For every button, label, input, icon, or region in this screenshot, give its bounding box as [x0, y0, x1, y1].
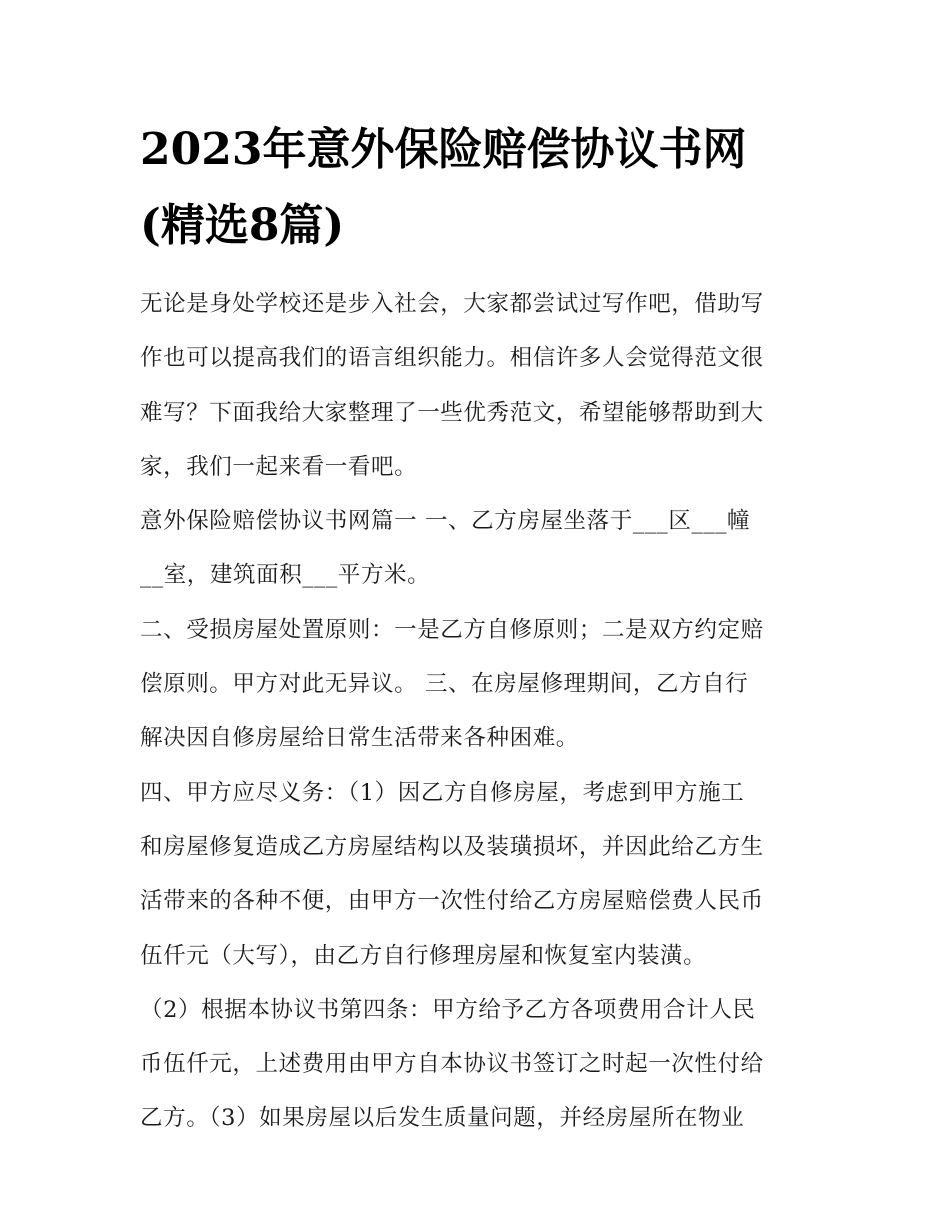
body-line: 和房屋修复造成乙方房屋结构以及装璜损坏，并因此给乙方生 — [140, 833, 764, 860]
document-title — [140, 112, 820, 264]
body-line: 解决因自修房屋给日常生活带来各种困难。 — [140, 725, 579, 752]
body-line: 活带来的各种不便，由甲方一次性付给乙方房屋赔偿费人民币 — [140, 888, 764, 915]
body-line: 意外保险赔偿协议书网篇一 一、乙方房屋坐落于___区___幢 — [140, 508, 751, 535]
body-line: 家，我们一起来看一看吧。 — [140, 453, 418, 480]
body-line: （2）根据本协议书第四条：甲方给予乙方各项费用合计人民 — [140, 996, 756, 1023]
title-line-2: (精选8篇) — [140, 200, 345, 251]
body-line: 四、甲方应尽义务：（1）因乙方自修房屋，考虑到甲方施工 — [140, 779, 745, 806]
body-line: 伍仟元（大写），由乙方自行修理房屋和恢复室内装潢。 — [140, 942, 707, 969]
body-line: 难写？下面我给大家整理了一些优秀范文，希望能够帮助到大 — [140, 399, 764, 426]
body-line: 二、受损房屋处置原则：一是乙方自修原则；二是双方约定赔 — [140, 616, 764, 643]
body-line: 偿原则。甲方对此无异议。 三、在房屋修理期间，乙方自行 — [140, 671, 749, 698]
document-body — [140, 277, 830, 1146]
body-line: 无论是身处学校还是步入社会，大家都尝试过写作吧，借助写 — [140, 291, 764, 317]
body-line: 乙方。（3）如果房屋以后发生质量问题，并经房屋所在物业 — [140, 1105, 745, 1132]
body-line: 币伍仟元，上述费用由甲方自本协议书签订之时起一次性付给 — [140, 1051, 764, 1078]
title-line-1: 2023年意外保险赔偿协议书网 — [140, 124, 747, 175]
body-line: 作也可以提高我们的语言组织能力。相信许多人会觉得范文很 — [140, 345, 764, 372]
body-line: __室，建筑面积___平方米。 — [140, 562, 431, 589]
